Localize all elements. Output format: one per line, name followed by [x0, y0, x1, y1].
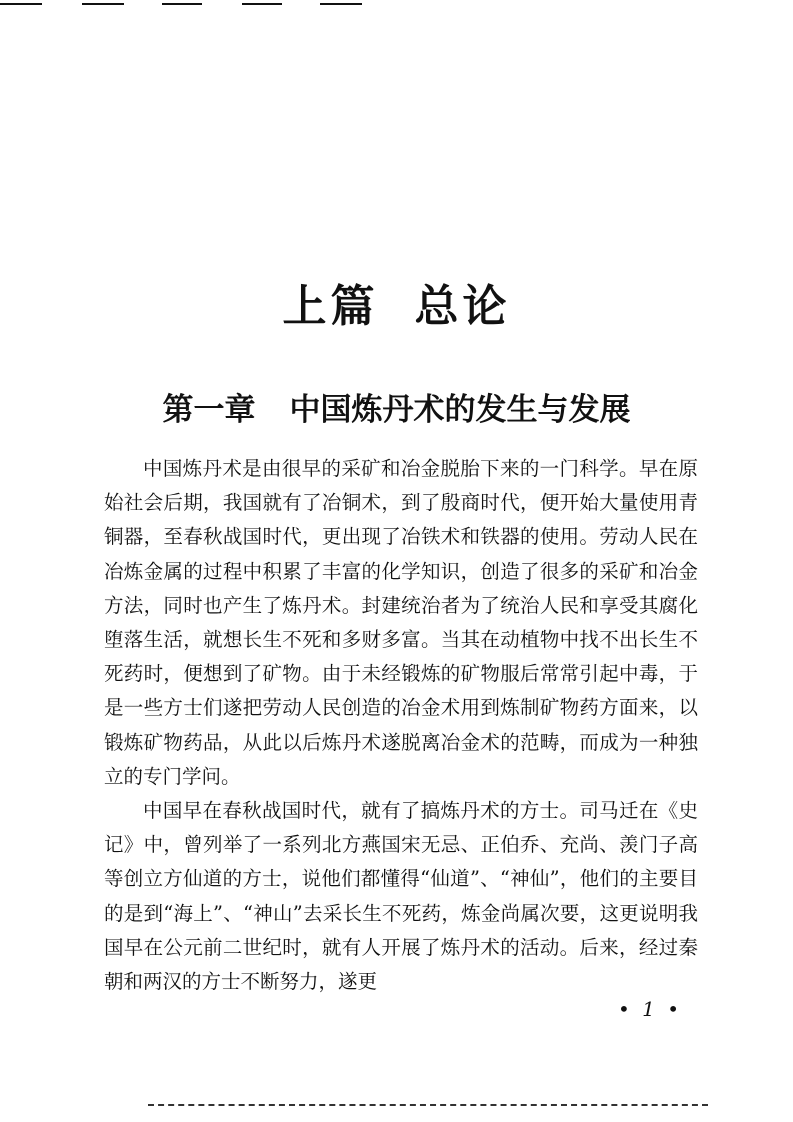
top-rule-segment	[162, 3, 202, 5]
chapter-title	[0, 384, 793, 429]
chapter-name: 中国炼丹术的发生与发展	[289, 392, 631, 428]
top-rule-segment	[242, 3, 282, 5]
bottom-scan-rule	[148, 1104, 708, 1106]
part-title-left: 上篇	[282, 281, 379, 332]
body-text	[104, 452, 698, 999]
top-rule-segment	[82, 3, 124, 5]
chapter-number: 第一章	[162, 392, 256, 428]
top-scan-rules	[0, 0, 793, 8]
paragraph: 中国炼丹术是由很早的采矿和冶金脱胎下来的一门科学。早在原始社会后期，我国就有了冶铜术，到了殷商时代，便开始大量使用青铜器，至春秋战国时代，更出现了冶铁术和铁器的使用。劳动人民在冶炼金属的过程中积累了丰富的化学知识，创造了很多的采矿和冶金方法，同时也产生了炼丹术。封建统治者为了统治人民和享受其腐化堕落生活，就想长生不死和多财多富。当其在动植物中找不出长生不死药时，便想到了矿物。由于未经锻炼的矿物服后常常引起中毒，于是一些方士们遂把劳动人民创造的冶金术用到炼制矿物药方面来，以锻炼矿物药品，从此以后炼丹术遂脱离冶金术的范畴，而成为一种独立的专门学问。	[104, 457, 698, 788]
page-number: • 1 •	[618, 997, 683, 1021]
top-rule-segment	[0, 3, 42, 5]
top-rule-segment	[320, 3, 362, 5]
part-title-right: 总论	[414, 281, 511, 332]
part-title	[0, 270, 793, 334]
paragraph: 中国早在春秋战国时代，就有了搞炼丹术的方士。司马迁在《史记》中，曾列举了一系列北方燕国宋无忌、正伯乔、充尚、羡门子高等创立方仙道的方士，说他们都懂得“仙道”、“神仙”，他们的主要目的是到“海上”、“神山”去采长生不死药，炼金尚属次要，这更说明我国早在公元前二世纪时，就有人开展了炼丹术的活动。后来，经过秦朝和两汉的方士不断努力，遂更	[104, 799, 698, 994]
